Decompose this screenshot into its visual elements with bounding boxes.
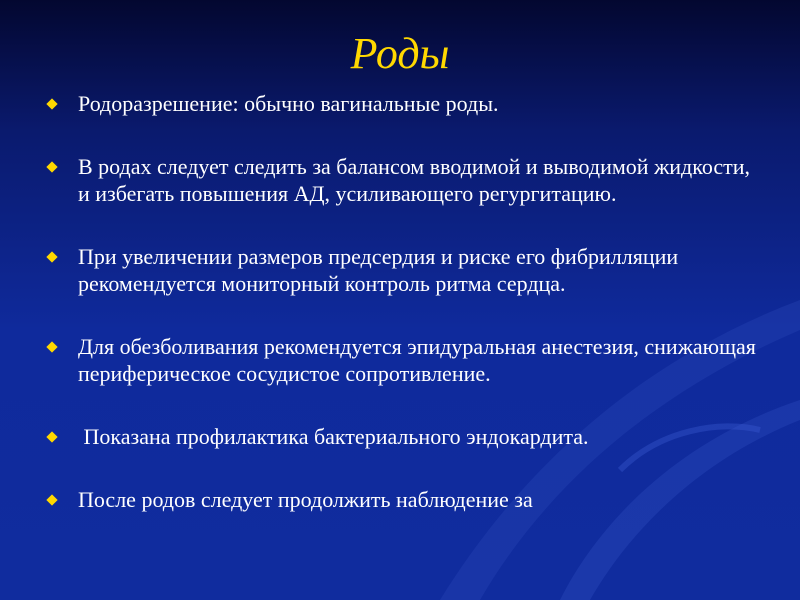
diamond-bullet-icon	[46, 161, 57, 172]
bullet-text: Показана профилактика бактериального эндокардита.	[78, 424, 589, 449]
diamond-bullet-icon	[46, 431, 57, 442]
bullet-text: Родоразрешение: обычно вагинальные роды.	[78, 91, 499, 116]
bullet-item	[42, 153, 762, 207]
diamond-bullet-icon	[46, 494, 57, 505]
bullet-item	[42, 90, 762, 117]
diamond-bullet-icon	[46, 341, 57, 352]
bullet-item	[42, 486, 762, 513]
bullet-text: Для обезболивания рекомендуется эпидуральная анестезия, снижающая периферическое сосудистое сопротивление.	[78, 334, 756, 386]
bullet-text: При увеличении размеров предсердия и риске его фибрилляции рекомендуется мониторный контроль ритма сердца.	[78, 244, 679, 296]
diamond-bullet-icon	[46, 98, 57, 109]
bullet-item	[42, 423, 762, 450]
bullet-list	[42, 90, 762, 549]
bullet-item	[42, 333, 762, 387]
bullet-item	[42, 243, 762, 297]
diamond-bullet-icon	[46, 251, 57, 262]
bullet-text: После родов следует продолжить наблюдение за	[78, 487, 533, 512]
slide-title: Роды	[350, 29, 450, 78]
bullet-text: В родах следует следить за балансом вводимой и выводимой жидкости, и избегать повышения АД, усиливающего регургитацию.	[78, 154, 751, 206]
